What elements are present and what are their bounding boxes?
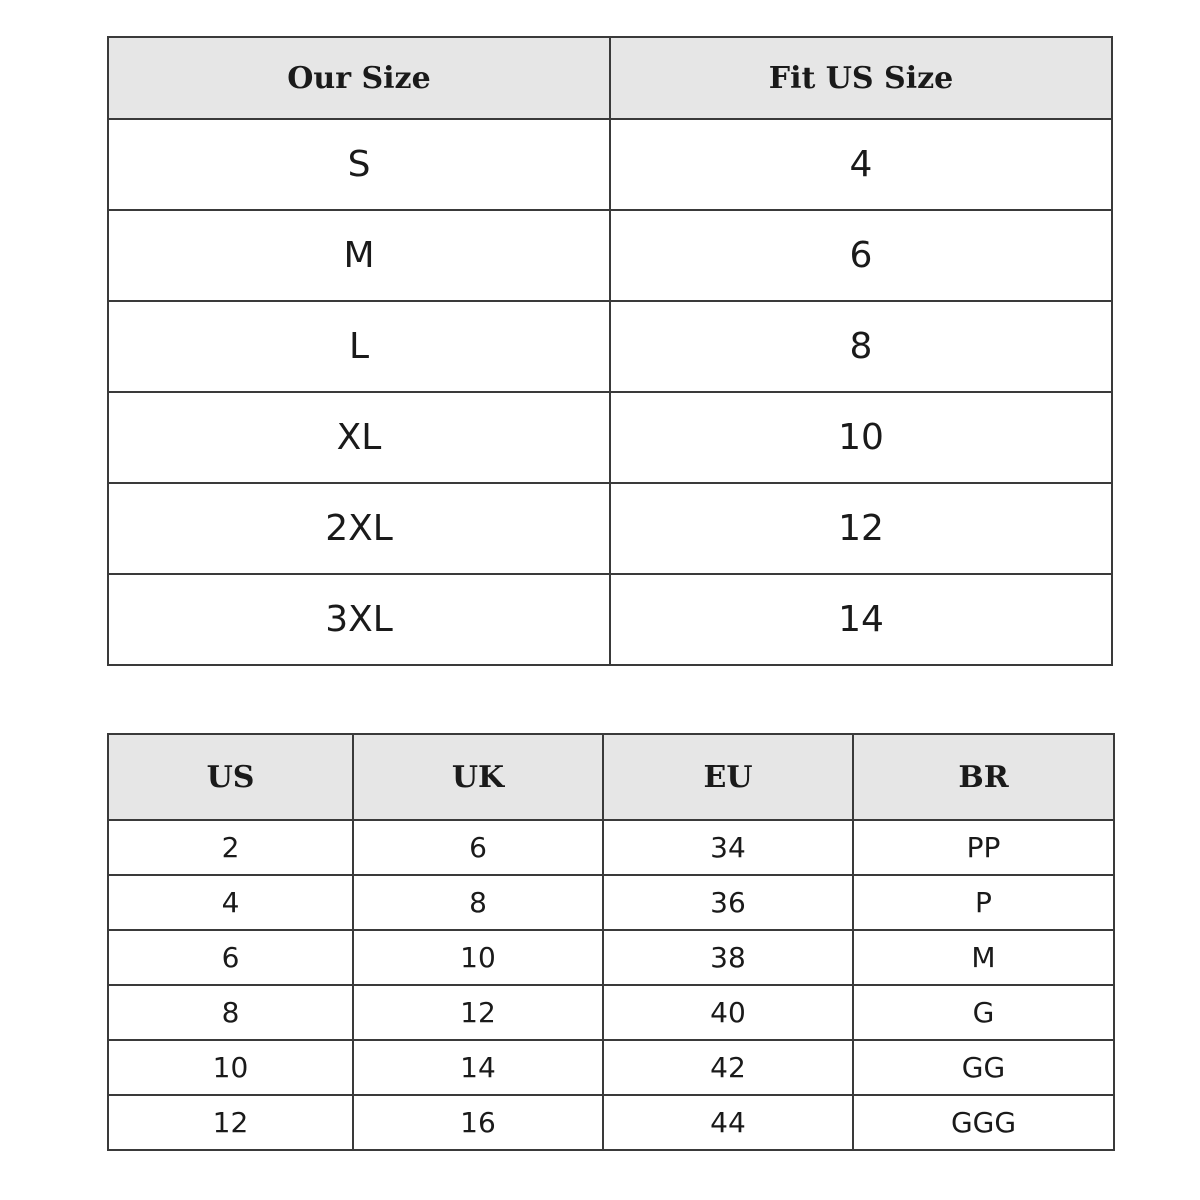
eu-size-cell: 40: [603, 985, 853, 1040]
table-row: [108, 301, 1112, 392]
fit-us-size-cell: 12: [610, 483, 1112, 574]
table-header-row: [108, 37, 1112, 119]
eu-size-cell: 38: [603, 930, 853, 985]
eu-size-cell: 44: [603, 1095, 853, 1150]
us-size-cell: 10: [108, 1040, 353, 1095]
header-fit-us-size: Fit US Size: [610, 37, 1112, 119]
br-size-cell: M: [853, 930, 1114, 985]
br-size-cell: P: [853, 875, 1114, 930]
table-row: [108, 1040, 1114, 1095]
table-row: [108, 119, 1112, 210]
br-size-cell: GGG: [853, 1095, 1114, 1150]
table-row: [108, 483, 1112, 574]
eu-size-cell: 42: [603, 1040, 853, 1095]
our-size-cell: 3XL: [108, 574, 610, 665]
our-size-cell: L: [108, 301, 610, 392]
table-row: [108, 210, 1112, 301]
header-br: BR: [853, 734, 1114, 820]
us-size-cell: 8: [108, 985, 353, 1040]
our-size-cell: S: [108, 119, 610, 210]
uk-size-cell: 16: [353, 1095, 603, 1150]
uk-size-cell: 10: [353, 930, 603, 985]
size-chart-table: [107, 36, 1113, 666]
our-size-cell: M: [108, 210, 610, 301]
br-size-cell: PP: [853, 820, 1114, 875]
uk-size-cell: 12: [353, 985, 603, 1040]
fit-us-size-cell: 10: [610, 392, 1112, 483]
fit-us-size-cell: 8: [610, 301, 1112, 392]
table-header-row: [108, 734, 1114, 820]
fit-us-size-cell: 6: [610, 210, 1112, 301]
uk-size-cell: 14: [353, 1040, 603, 1095]
table-row: [108, 875, 1114, 930]
fit-us-size-cell: 14: [610, 574, 1112, 665]
us-size-cell: 12: [108, 1095, 353, 1150]
uk-size-cell: 8: [353, 875, 603, 930]
eu-size-cell: 34: [603, 820, 853, 875]
header-eu: EU: [603, 734, 853, 820]
table-row: [108, 574, 1112, 665]
table-row: [108, 1095, 1114, 1150]
us-size-cell: 2: [108, 820, 353, 875]
br-size-cell: G: [853, 985, 1114, 1040]
table-row: [108, 392, 1112, 483]
table-row: [108, 820, 1114, 875]
us-size-cell: 6: [108, 930, 353, 985]
size-conversion-table: [107, 733, 1115, 1151]
header-us: US: [108, 734, 353, 820]
br-size-cell: GG: [853, 1040, 1114, 1095]
eu-size-cell: 36: [603, 875, 853, 930]
table-row: [108, 930, 1114, 985]
fit-us-size-cell: 4: [610, 119, 1112, 210]
us-size-cell: 4: [108, 875, 353, 930]
our-size-cell: 2XL: [108, 483, 610, 574]
our-size-cell: XL: [108, 392, 610, 483]
header-our-size: Our Size: [108, 37, 610, 119]
table-row: [108, 985, 1114, 1040]
uk-size-cell: 6: [353, 820, 603, 875]
header-uk: UK: [353, 734, 603, 820]
